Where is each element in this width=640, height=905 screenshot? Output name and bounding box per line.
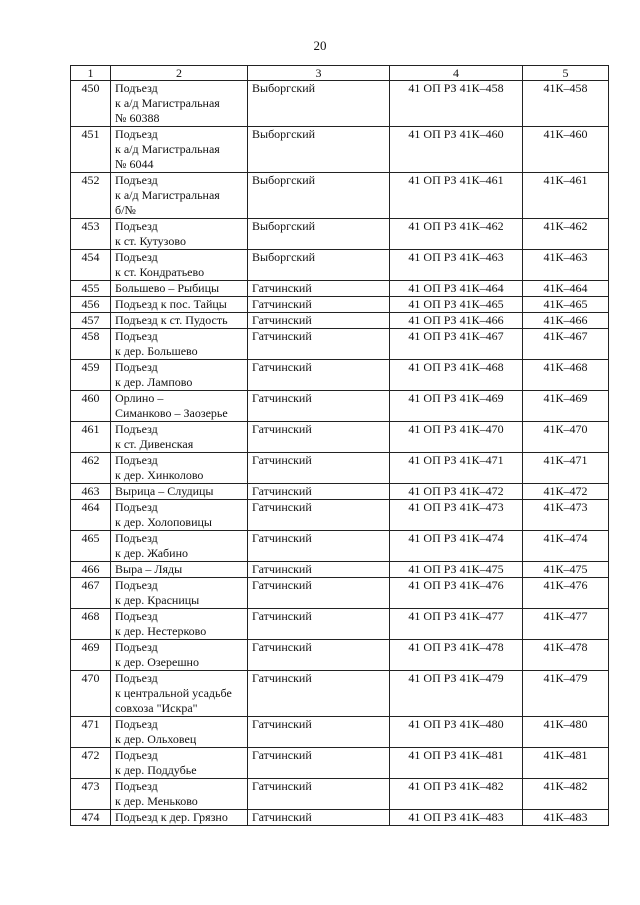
registration-number: 41 ОП РЗ 41К–466 (390, 313, 523, 329)
district-name: Гатчинский (248, 717, 390, 748)
table-row (71, 810, 609, 826)
row-number: 466 (71, 562, 111, 578)
road-name: Подъезд к пос. Тайцы (111, 297, 248, 313)
column-header-2: 2 (111, 66, 248, 81)
road-name: Подъезд к дер. Большево (111, 329, 248, 360)
road-code: 41К–467 (523, 329, 609, 360)
row-number: 460 (71, 391, 111, 422)
road-code: 41К–471 (523, 453, 609, 484)
road-name: Подъезд к дер. Жабино (111, 531, 248, 562)
table-row (71, 281, 609, 297)
road-name: Подъезд к центральной усадьбе совхоза "Искра" (111, 671, 248, 717)
registration-number: 41 ОП РЗ 41К–478 (390, 640, 523, 671)
row-number: 458 (71, 329, 111, 360)
registration-number: 41 ОП РЗ 41К–458 (390, 81, 523, 127)
road-code: 41К–473 (523, 500, 609, 531)
district-name: Гатчинский (248, 453, 390, 484)
road-code: 41К–482 (523, 779, 609, 810)
registration-number: 41 ОП РЗ 41К–471 (390, 453, 523, 484)
road-name: Подъезд к ст. Дивенская (111, 422, 248, 453)
header-row (71, 66, 609, 81)
column-header-4: 4 (390, 66, 523, 81)
road-code: 41К–478 (523, 640, 609, 671)
district-name: Гатчинский (248, 810, 390, 826)
table-row (71, 360, 609, 391)
column-header-5: 5 (523, 66, 609, 81)
table-row (71, 173, 609, 219)
table-row (71, 313, 609, 329)
row-number: 472 (71, 748, 111, 779)
row-number: 461 (71, 422, 111, 453)
road-name: Вырица – Слудицы (111, 484, 248, 500)
row-number: 465 (71, 531, 111, 562)
road-code: 41К–461 (523, 173, 609, 219)
table-row (71, 640, 609, 671)
registration-number: 41 ОП РЗ 41К–470 (390, 422, 523, 453)
row-number: 464 (71, 500, 111, 531)
row-number: 468 (71, 609, 111, 640)
table-row (71, 531, 609, 562)
row-number: 456 (71, 297, 111, 313)
district-name: Гатчинский (248, 531, 390, 562)
registration-number: 41 ОП РЗ 41К–481 (390, 748, 523, 779)
road-name: Подъезд к ст. Кондратьево (111, 250, 248, 281)
district-name: Выборгский (248, 250, 390, 281)
row-number: 453 (71, 219, 111, 250)
road-name: Подъезд к ст. Пудость (111, 313, 248, 329)
registration-number: 41 ОП РЗ 41К–460 (390, 127, 523, 173)
road-name: Подъезд к а/д Магистральная б/№ (111, 173, 248, 219)
table-row (71, 81, 609, 127)
table-row (71, 717, 609, 748)
roads-table (70, 65, 609, 826)
road-name: Подъезд к дер. Грязно (111, 810, 248, 826)
column-header-1: 1 (71, 66, 111, 81)
table-row (71, 453, 609, 484)
district-name: Выборгский (248, 127, 390, 173)
road-name: Большево – Рыбицы (111, 281, 248, 297)
registration-number: 41 ОП РЗ 41К–479 (390, 671, 523, 717)
road-code: 41К–468 (523, 360, 609, 391)
row-number: 474 (71, 810, 111, 826)
row-number: 454 (71, 250, 111, 281)
table-row (71, 609, 609, 640)
road-name: Орлино – Симанково – Заозерье (111, 391, 248, 422)
row-number: 469 (71, 640, 111, 671)
district-name: Гатчинский (248, 578, 390, 609)
road-code: 41К–480 (523, 717, 609, 748)
registration-number: 41 ОП РЗ 41К–477 (390, 609, 523, 640)
road-code: 41К–476 (523, 578, 609, 609)
road-code: 41К–462 (523, 219, 609, 250)
district-name: Выборгский (248, 219, 390, 250)
registration-number: 41 ОП РЗ 41К–480 (390, 717, 523, 748)
district-name: Гатчинский (248, 748, 390, 779)
road-name: Подъезд к дер. Ольховец (111, 717, 248, 748)
registration-number: 41 ОП РЗ 41К–468 (390, 360, 523, 391)
road-code: 41К–463 (523, 250, 609, 281)
road-code: 41К–483 (523, 810, 609, 826)
district-name: Гатчинский (248, 360, 390, 391)
row-number: 467 (71, 578, 111, 609)
table-row (71, 748, 609, 779)
road-name: Подъезд к дер. Холоповицы (111, 500, 248, 531)
road-code: 41К–470 (523, 422, 609, 453)
road-name: Подъезд к а/д Магистральная № 60388 (111, 81, 248, 127)
table-row (71, 329, 609, 360)
row-number: 463 (71, 484, 111, 500)
registration-number: 41 ОП РЗ 41К–469 (390, 391, 523, 422)
road-code: 41К–460 (523, 127, 609, 173)
district-name: Гатчинский (248, 500, 390, 531)
registration-number: 41 ОП РЗ 41К–467 (390, 329, 523, 360)
district-name: Гатчинский (248, 422, 390, 453)
registration-number: 41 ОП РЗ 41К–465 (390, 297, 523, 313)
table-row (71, 250, 609, 281)
table-row (71, 779, 609, 810)
row-number: 457 (71, 313, 111, 329)
road-name: Подъезд к дер. Нестерково (111, 609, 248, 640)
registration-number: 41 ОП РЗ 41К–473 (390, 500, 523, 531)
road-name: Подъезд к дер. Красницы (111, 578, 248, 609)
road-code: 41К–458 (523, 81, 609, 127)
district-name: Гатчинский (248, 609, 390, 640)
road-name: Подъезд к дер. Поддубье (111, 748, 248, 779)
table-row (71, 422, 609, 453)
row-number: 471 (71, 717, 111, 748)
district-name: Гатчинский (248, 313, 390, 329)
registration-number: 41 ОП РЗ 41К–461 (390, 173, 523, 219)
district-name: Гатчинский (248, 329, 390, 360)
row-number: 450 (71, 81, 111, 127)
road-name: Подъезд к а/д Магистральная № 6044 (111, 127, 248, 173)
district-name: Гатчинский (248, 391, 390, 422)
registration-number: 41 ОП РЗ 41К–475 (390, 562, 523, 578)
table-row (71, 500, 609, 531)
road-name: Подъезд к дер. Меньково (111, 779, 248, 810)
row-number: 470 (71, 671, 111, 717)
road-name: Подъезд к дер. Озерешно (111, 640, 248, 671)
district-name: Гатчинский (248, 281, 390, 297)
row-number: 455 (71, 281, 111, 297)
table-body (71, 81, 609, 826)
table-row (71, 578, 609, 609)
table-row (71, 484, 609, 500)
district-name: Гатчинский (248, 297, 390, 313)
district-name: Выборгский (248, 81, 390, 127)
row-number: 462 (71, 453, 111, 484)
district-name: Гатчинский (248, 484, 390, 500)
row-number: 473 (71, 779, 111, 810)
district-name: Гатчинский (248, 671, 390, 717)
registration-number: 41 ОП РЗ 41К–463 (390, 250, 523, 281)
registration-number: 41 ОП РЗ 41К–472 (390, 484, 523, 500)
registration-number: 41 ОП РЗ 41К–462 (390, 219, 523, 250)
registration-number: 41 ОП РЗ 41К–476 (390, 578, 523, 609)
road-name: Подъезд к дер. Лампово (111, 360, 248, 391)
road-name: Выра – Ляды (111, 562, 248, 578)
row-number: 459 (71, 360, 111, 391)
registration-number: 41 ОП РЗ 41К–483 (390, 810, 523, 826)
table-row (71, 127, 609, 173)
road-code: 41К–474 (523, 531, 609, 562)
table-header (71, 66, 609, 81)
column-header-3: 3 (248, 66, 390, 81)
table-row (71, 562, 609, 578)
row-number: 452 (71, 173, 111, 219)
registration-number: 41 ОП РЗ 41К–482 (390, 779, 523, 810)
road-code: 41К–469 (523, 391, 609, 422)
district-name: Гатчинский (248, 640, 390, 671)
road-name: Подъезд к ст. Кутузово (111, 219, 248, 250)
road-code: 41К–481 (523, 748, 609, 779)
road-code: 41К–479 (523, 671, 609, 717)
registration-number: 41 ОП РЗ 41К–464 (390, 281, 523, 297)
road-code: 41К–475 (523, 562, 609, 578)
road-code: 41К–477 (523, 609, 609, 640)
table-row (71, 219, 609, 250)
road-code: 41К–472 (523, 484, 609, 500)
district-name: Гатчинский (248, 562, 390, 578)
road-code: 41К–466 (523, 313, 609, 329)
table-row (71, 297, 609, 313)
road-code: 41К–464 (523, 281, 609, 297)
road-code: 41К–465 (523, 297, 609, 313)
table-row (71, 671, 609, 717)
table-row (71, 391, 609, 422)
road-name: Подъезд к дер. Хинколово (111, 453, 248, 484)
row-number: 451 (71, 127, 111, 173)
page-number: 20 (313, 38, 327, 53)
registration-number: 41 ОП РЗ 41К–474 (390, 531, 523, 562)
district-name: Выборгский (248, 173, 390, 219)
district-name: Гатчинский (248, 779, 390, 810)
